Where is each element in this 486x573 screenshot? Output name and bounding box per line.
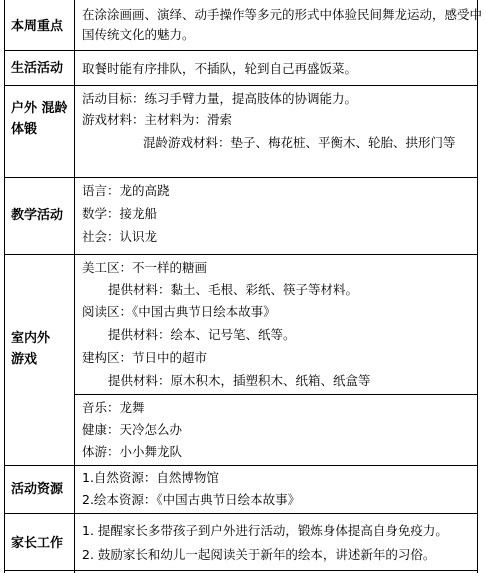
row-divider-inner [74, 394, 478, 395]
indoor-music: 音乐：龙舞 [82, 400, 145, 415]
resources-item: 1.自然资源：自然博物馆 [82, 470, 219, 485]
outdoor-mixed-material: 混龄游戏材料：垫子、梅花桩、平衡木、轮胎、拱形门等 [143, 135, 456, 150]
life-label: 生活活动 [11, 61, 64, 76]
indoor-label-line1: 室内外 [11, 331, 51, 346]
focus-text-line2: 国传统文化的魅力。 [82, 27, 195, 42]
outdoor-label-line2: 体锻 [11, 122, 38, 137]
resources-label: 活动资源 [11, 482, 64, 497]
teaching-item: 数学：接龙船 [82, 206, 158, 221]
indoor-area-art-materials: 提供材料：黏土、毛根、彩纸、筷子等材料。 [108, 282, 359, 297]
parents-item: 2. 鼓励家长和幼儿一起阅读关于新年的绘本，讲述新年的习俗。 [82, 547, 436, 562]
row-divider [4, 85, 478, 86]
outdoor-label-line1: 户外 混龄 [11, 101, 68, 116]
row-divider [4, 570, 478, 571]
teaching-item: 语言：龙的高跷 [82, 183, 170, 198]
row-divider [4, 465, 478, 466]
resources-item: 2.绘本资源：《中国古典节日绘本故事》 [82, 492, 301, 507]
row-divider [4, 513, 478, 514]
parents-item: 1. 提醒家长多带孩子到户外进行活动，锻炼身体提高自身免疫力。 [82, 523, 448, 538]
indoor-sports: 体游：小小舞龙队 [82, 444, 183, 459]
outdoor-material: 游戏材料：主材料为：滑索 [82, 112, 233, 127]
indoor-area-art: 美工区：不一样的糖画 [82, 260, 208, 275]
row-divider [4, 254, 478, 255]
indoor-area-reading-materials: 提供材料：绘本、记号笔、纸等。 [108, 327, 296, 342]
indoor-area-building: 建构区：节日中的超市 [82, 350, 208, 365]
outdoor-goal: 活动目标：练习手臂力量，提高肢体的协调能力。 [82, 91, 358, 106]
focus-text-line1: 在涂涂画画、演绎、动手操作等多元的形式中体验民间舞龙运动，感受中 [82, 7, 483, 22]
focus-label: 本周重点 [11, 19, 64, 34]
life-text: 取餐时能有序排队，不插队，轮到自己再盛饭菜。 [82, 61, 358, 76]
row-divider [4, 177, 478, 178]
indoor-area-building-materials: 提供材料：原木积木，插塑积木、纸箱、纸盒等 [108, 373, 371, 388]
teaching-label: 教学活动 [11, 208, 64, 223]
indoor-health: 健康：天冷怎么办 [82, 422, 183, 437]
teaching-item: 社会：认识龙 [82, 229, 158, 244]
parents-label: 家长工作 [11, 536, 64, 551]
indoor-area-reading: 阅读区：《中国古典节日绘本故事》 [82, 304, 276, 319]
row-divider [4, 50, 478, 51]
indoor-label-line2: 游戏 [11, 352, 38, 367]
